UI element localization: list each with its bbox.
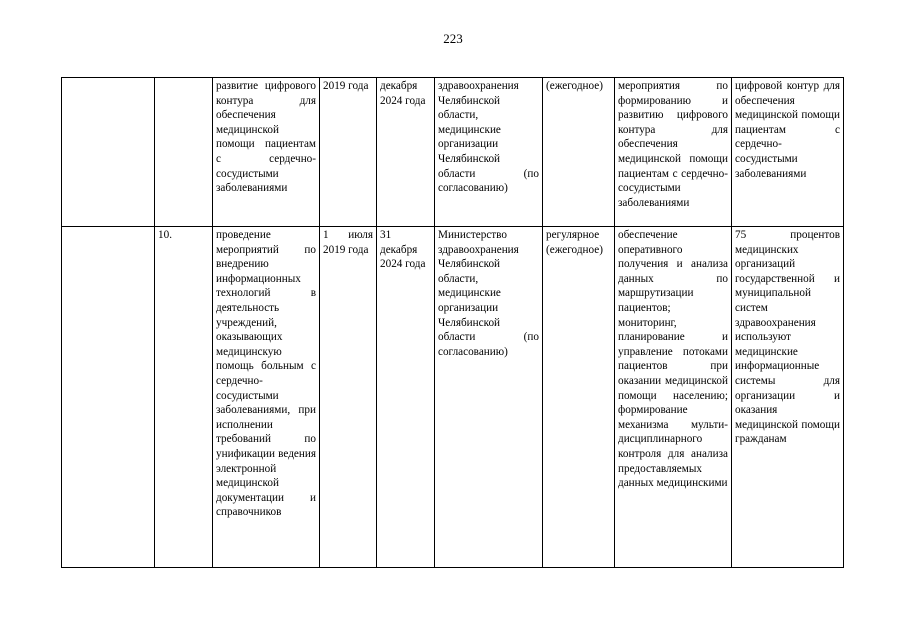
table-row [62,78,844,227]
page-number: 223 [443,31,463,46]
table-cell-result: цифровой контур для обеспечения медицинской помощи пациентам с сердечно-сосудистыми заболеваниями [732,78,844,227]
table-cell-start-date: 1 июля 2019 года [320,227,377,568]
table-cell-task: развитие цифрового контура для обеспечения медицинской помощи пациентам с сердечно-сосудистыми заболеваниями [213,78,320,227]
table-cell-blank [62,227,155,568]
table-cell-periodicity: регулярное (ежегодное) [543,227,615,568]
table-cell-end-date: 31 декабря 2024 года [377,227,435,568]
table-cell-activities: мероприятия по формированию и развитию цифрового контура для обеспечения медицинской помощи пациентам с сердечно-сосудистыми заболеваниями [615,78,732,227]
table-cell-result: 75 процентов медицинских организаций государственной и муниципальной систем здравоохранения используют медицинские информационные системы для организации и оказания медицинской помощи гражданам [732,227,844,568]
table-cell-activities: обеспечение оперативного получения и анализа данных по маршрутизации пациентов; мониторинг, планирование и управление потоками пациентов при оказании медицинской помощи населению; формирование механизма мульти-дисциплинарного контроля для анализа предоставляемых данных медицинскими [615,227,732,568]
table-cell-number [155,78,213,227]
table-cell-end-date: декабря 2024 года [377,78,435,227]
table-row [62,227,844,568]
measures-table [61,77,844,568]
table-cell-executor: Министерство здравоохранения Челябинской области, медицинские организации Челябинской области (по согласованию) [435,227,543,568]
table-cell-task: проведение мероприятий по внедрению информационных технологий в деятельность учреждений, оказывающих медицинскую помощь больным с сердечно-сосудистыми заболеваниями, при исполнении требований по унификации ведения электронной медицинской документации и справочников [213,227,320,568]
table-cell-number: 10. [155,227,213,568]
table-cell-start-date: 2019 года [320,78,377,227]
table-cell-executor: здравоохранения Челябинской области, медицинские организации Челябинской области (по согласованию) [435,78,543,227]
table-cell-periodicity: (ежегодное) [543,78,615,227]
table-cell-blank [62,78,155,227]
